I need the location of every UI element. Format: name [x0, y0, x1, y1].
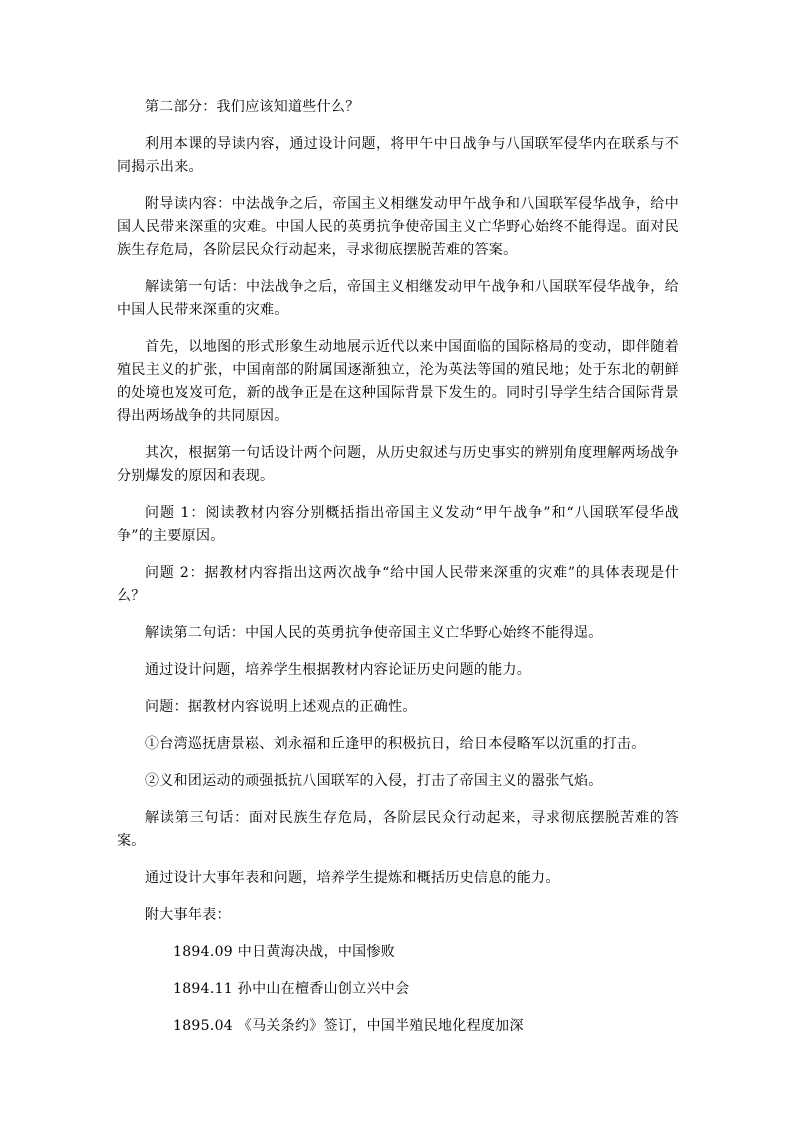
- paragraph-design-questions: 通过设计问题，培养学生根据教材内容论证历史问题的能力。: [145, 662, 532, 678]
- paragraph-interpret-second: 解读第二句话：中国人民的英勇抗争使帝国主义亡华野心始终不能得逞。: [145, 625, 603, 641]
- paragraph-point-2: ②义和团运动的顽强抵抗八国联军的入侵，打击了帝国主义的嚣张气焰。: [145, 773, 603, 789]
- paragraph-first-step: 首先，以地图的形式形象生动地展示近代以来中国面临的国际格局的变动，即伴随着殖民主义的扩张，中国南部的附属国逐渐独立，沦为英法等国的殖民地；处于东北的朝鲜的处境也岌岌可危，新的战争正是在这种国际背景下发生的。同时引导学生结合国际背景得出两场战争的共同原因。: [117, 339, 679, 424]
- timeline-entry: [117, 941, 679, 964]
- paragraph-interpret-first: 解读第一句话：中法战争之后，帝国主义相继发动甲午战争和八国联军侵华战争，给中国人民带来深重的灾难。: [117, 279, 679, 318]
- paragraph-second-step: 其次，根据第一句话设计两个问题，从历史叙述与历史事实的辨别角度理解两场战争分别爆发的原因和表现。: [117, 445, 679, 484]
- timeline-date: 1894.09: [173, 944, 233, 960]
- timeline-event: 《马关条约》签订，中国半殖民地化程度加深: [237, 1018, 524, 1034]
- paragraph-design-timeline: 通过设计大事年表和问题，培养学生提炼和概括历史信息的能力。: [145, 870, 560, 886]
- paragraph-timeline-heading: 附大事年表：: [145, 907, 231, 923]
- section-heading: 第二部分：我们应该知道些什么？: [145, 99, 360, 115]
- timeline-entry: [117, 978, 679, 1001]
- timeline-date: 1895.04: [173, 1018, 233, 1034]
- paragraph-guide-content: 附导读内容：中法战争之后，帝国主义相继发动甲午战争和八国联军侵华战争，给中国人民带来深重的灾难。中国人民的英勇抗争使帝国主义亡华野心始终不能得逞。面对民族生存危局，各阶层民众行动起来，寻求彻底摆脱苦难的答案。: [117, 196, 679, 258]
- paragraph-question-prove: 问题：据教材内容说明上述观点的正确性。: [145, 699, 417, 715]
- paragraph-point-1: ①台湾巡抚唐景崧、刘永福和丘逢甲的积极抗日，给日本侵略军以沉重的打击。: [145, 736, 646, 752]
- timeline-entry: [117, 1015, 679, 1038]
- paragraph-interpret-third: 解读第三句话：面对民族生存危局，各阶层民众行动起来，寻求彻底摆脱苦难的答案。: [117, 810, 679, 849]
- paragraph-intro: 利用本课的导读内容，通过设计问题，将甲午中日战争与八国联军侵华内在联系与不同揭示出来。: [117, 136, 679, 175]
- timeline-event: 中日黄海决战，中国惨败: [237, 944, 396, 960]
- document-page: [117, 96, 679, 1052]
- timeline-event: 孙中山在檀香山创立兴中会: [237, 981, 410, 997]
- timeline-date: 1894.11: [173, 981, 233, 997]
- paragraph-question-2: 问题 2：据教材内容指出这两次战争“给中国人民带来深重的灾难”的具体表现是什么？: [117, 565, 679, 604]
- paragraph-question-1: 问题 1：阅读教材内容分别概括指出帝国主义发动“甲午战争”和“八国联军侵华战争”的主要原因。: [117, 505, 679, 544]
